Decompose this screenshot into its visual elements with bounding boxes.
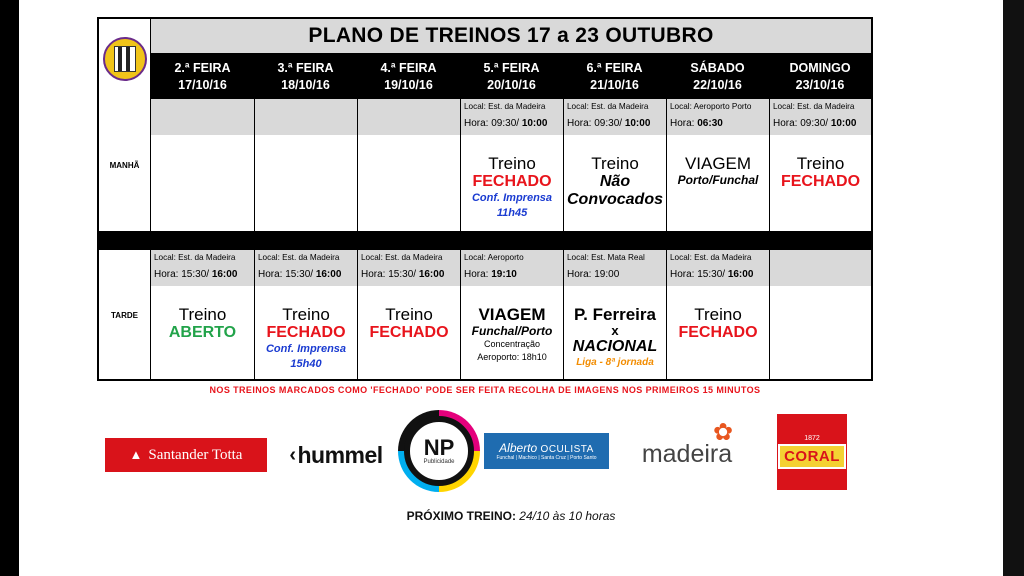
schedule-cell	[769, 250, 871, 381]
schedule-cell	[563, 99, 666, 231]
document-page	[19, 0, 1003, 576]
session-type: Treino	[178, 305, 227, 324]
session-status-2: Convocados	[566, 191, 663, 208]
schedule-title: PLANO DE TREINOS 17 a 23 OUTUBRO	[151, 19, 871, 54]
match-away-team: NACIONAL	[572, 338, 658, 355]
session-status: FECHADO	[266, 324, 346, 341]
cell-time: Hora: 15:30/ 16:00	[154, 269, 238, 280]
coral-logo: 1872 CORAL	[777, 414, 847, 490]
morning-row	[151, 99, 871, 231]
schedule-cell	[357, 250, 460, 381]
match-competition: Liga - 8ª jornada	[576, 357, 654, 368]
cell-time: Hora: 15:30/ 16:00	[670, 269, 754, 280]
schedule-cell	[151, 99, 254, 231]
cell-time: Hora: 09:30/ 10:00	[464, 118, 548, 129]
press-conference-time: 15h40	[290, 358, 322, 370]
cell-location: Local: Aeroporto Porto	[670, 102, 752, 111]
cell-time: Hora: 15:30/ 16:00	[258, 269, 342, 280]
days-header-row	[151, 54, 871, 99]
day-header: DOMINGO 23/10/16	[789, 60, 851, 92]
session-status: FECHADO	[472, 173, 552, 190]
chevron-icon: ‹	[289, 443, 296, 466]
schedule-cell	[666, 99, 769, 231]
match-versus: x	[611, 323, 619, 338]
cell-time: Hora: 19:00	[567, 269, 620, 280]
page-edge	[1003, 0, 1024, 576]
cell-location: Local: Est. da Madeira	[154, 253, 236, 262]
press-conference: Conf. Imprensa	[471, 192, 553, 204]
notice-text: NOS TREINOS MARCADOS COMO 'FECHADO' PODE SER FEITA RECOLHA DE IMAGENS NOS PRIMEIROS 15 MINUTOS	[209, 385, 761, 395]
alberto-oculista-logo: Alberto OCULISTA Funchal | Machico | Santa Cruz | Porto Santo	[484, 433, 609, 469]
schedule-cell	[460, 99, 563, 231]
session-status: FECHADO	[780, 173, 861, 190]
session-type: VIAGEM	[478, 305, 546, 324]
concentration-time: Aeroporto: 18h10	[477, 352, 547, 362]
day-header: 2.ª FEIRA 17/10/16	[174, 60, 231, 92]
session-type: Treino	[488, 154, 536, 173]
schedule-cell	[666, 250, 769, 381]
day-header: 3.ª FEIRA 18/10/16	[277, 60, 334, 92]
cell-time: Hora: 06:30	[670, 118, 723, 129]
session-status: Não	[599, 173, 631, 190]
day-header: 5.ª FEIRA 20/10/16	[483, 60, 540, 92]
schedule-cell	[769, 99, 871, 231]
session-status: FECHADO	[678, 324, 758, 341]
club-logo-cell	[99, 19, 151, 99]
club-crest-icon	[103, 37, 147, 81]
day-header: 4.ª FEIRA 19/10/16	[380, 60, 437, 92]
cell-time: Hora: 15:30/ 16:00	[361, 269, 445, 280]
period-label-morning: MANHÃ	[99, 99, 151, 231]
session-type: Treino	[591, 154, 639, 173]
cell-location: Local: Est. da Madeira	[670, 253, 752, 262]
cell-time: Hora: 19:10	[464, 269, 517, 280]
cell-location: Local: Aeroporto	[464, 253, 524, 262]
session-type: Treino	[385, 305, 433, 324]
press-conference-time: 11h45	[496, 207, 528, 219]
cell-location: Local: Est. da Madeira	[773, 102, 855, 111]
schedule-cell	[460, 250, 563, 381]
concentration-label: Concentração	[483, 339, 541, 349]
cell-time: Hora: 09:30/ 10:00	[567, 118, 651, 129]
press-conference: Conf. Imprensa	[265, 343, 347, 355]
period-label-afternoon: TARDE	[99, 250, 151, 381]
match-home-team: P. Ferreira	[574, 305, 656, 324]
schedule-cell	[254, 99, 357, 231]
session-type: Treino	[694, 305, 742, 324]
madeira-logo: madeira	[641, 439, 733, 468]
cell-location: Local: Est. da Madeira	[567, 102, 649, 111]
sponsors-row	[19, 410, 1003, 490]
schedule-cell	[357, 99, 460, 231]
flower-icon: ✿	[713, 419, 734, 446]
session-type: Treino	[796, 154, 845, 173]
np-logo: NP Publicidade	[404, 416, 474, 486]
session-status: FECHADO	[369, 324, 449, 341]
session-type: VIAGEM	[684, 154, 752, 173]
cell-location: Local: Est. Mata Real	[567, 253, 645, 262]
schedule-table	[97, 17, 873, 381]
schedule-cell	[563, 250, 666, 381]
row-divider	[99, 231, 871, 250]
afternoon-row	[151, 250, 871, 381]
santander-logo: ▲ Santander Totta	[105, 438, 267, 472]
schedule-cell	[254, 250, 357, 381]
hummel-logo: ‹ hummel	[289, 441, 383, 468]
session-status: ABERTO	[168, 324, 237, 341]
next-training: PRÓXIMO TREINO: 24/10 às 10 horas	[406, 509, 616, 523]
cell-location: Local: Est. da Madeira	[258, 253, 340, 262]
flame-icon: ▲	[129, 447, 143, 462]
session-type: Treino	[282, 305, 330, 324]
day-header: 6.ª FEIRA 21/10/16	[586, 60, 643, 92]
cell-time: Hora: 09:30/ 10:00	[773, 118, 857, 129]
schedule-cell	[151, 250, 254, 381]
cell-location: Local: Est. da Madeira	[464, 102, 546, 111]
day-header: SÁBADO 22/10/16	[690, 60, 745, 92]
travel-route: Funchal/Porto	[471, 324, 553, 338]
cell-location: Local: Est. da Madeira	[361, 253, 443, 262]
travel-route: Porto/Funchal	[677, 173, 759, 187]
